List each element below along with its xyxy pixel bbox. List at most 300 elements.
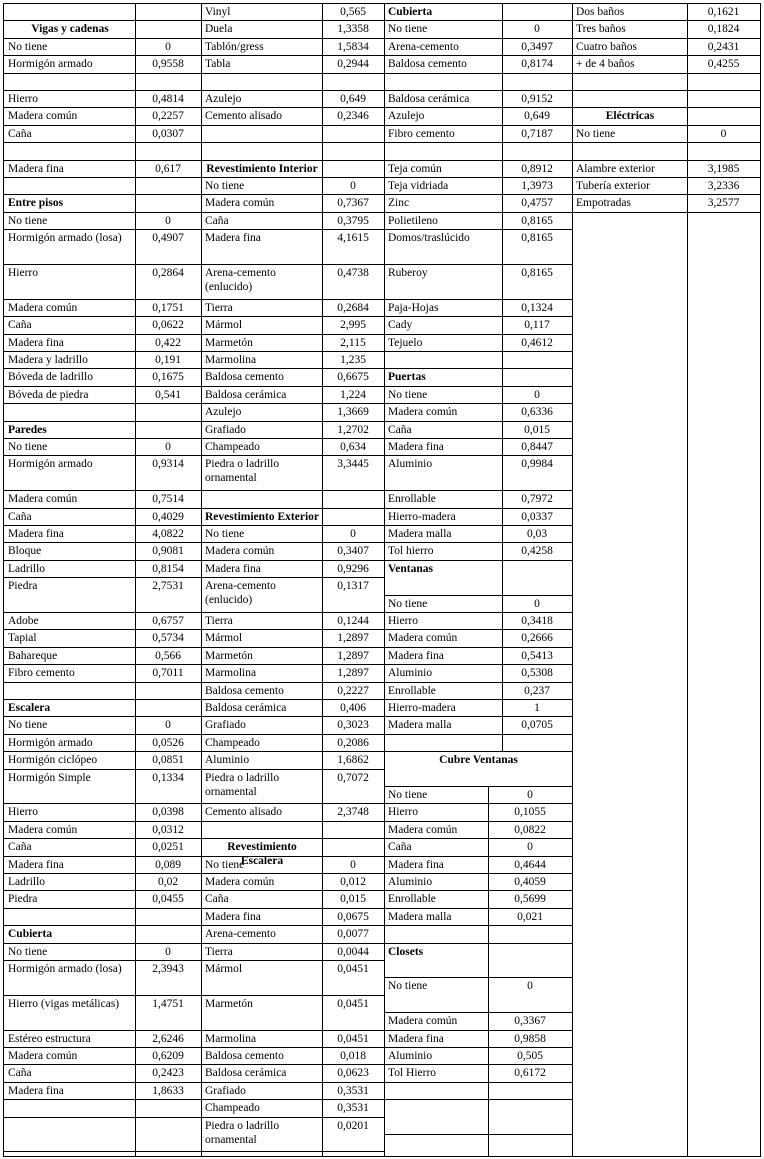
- item-value: 0,0251: [135, 839, 201, 856]
- item-value: 0,2864: [135, 265, 201, 300]
- item-value: 0,0312: [135, 822, 201, 839]
- item-label: Madera fina: [384, 648, 502, 665]
- item-value: 0,3407: [322, 543, 384, 560]
- section-header: Revestimiento Exterior: [201, 509, 322, 526]
- item-label: Cemento alisado: [201, 804, 322, 821]
- item-label: Hierro-madera: [384, 700, 502, 717]
- item-value: 2,7531: [135, 578, 201, 613]
- item-label: Baldosa cemento: [201, 369, 322, 386]
- item-label: [4, 404, 135, 421]
- item-label: Champeado: [201, 1100, 322, 1117]
- item-value: [488, 944, 572, 979]
- item-label: No tiene: [201, 178, 322, 195]
- item-label: No tiene: [201, 526, 322, 543]
- item-label: Arena-cemento (enlucido): [201, 265, 322, 300]
- item-value: [135, 926, 201, 943]
- item-label: [572, 91, 687, 108]
- item-value: 0: [488, 978, 572, 1013]
- item-value: 0: [488, 787, 572, 804]
- item-value: 0,6757: [135, 613, 201, 630]
- item-label: Tres baños: [572, 21, 687, 38]
- item-value: 0,6675: [322, 369, 384, 386]
- item-label: [4, 178, 135, 195]
- item-value: 0,565: [322, 4, 384, 21]
- item-label: Estéreo estructura: [4, 1031, 135, 1048]
- item-label: [384, 74, 502, 91]
- item-label: Baldosa cemento: [384, 56, 502, 73]
- item-label: Madera fina: [201, 561, 322, 578]
- item-value: 0,1055: [488, 804, 572, 821]
- item-label: Bóveda de piedra: [4, 387, 135, 404]
- item-value: 0,7972: [502, 491, 572, 508]
- item-value: 0,7072: [322, 770, 384, 805]
- item-label: Aluminio: [384, 456, 502, 491]
- item-value: [322, 126, 384, 143]
- item-label: Ruberoy: [384, 265, 502, 300]
- item-value: 0,9858: [488, 1031, 572, 1048]
- item-value: 0,1317: [322, 578, 384, 613]
- item-value: [135, 74, 201, 91]
- item-label: Caña: [201, 891, 322, 908]
- item-label: Hierro: [4, 804, 135, 821]
- item-value: 1,2897: [322, 665, 384, 682]
- item-label: Duela: [201, 21, 322, 38]
- item-value: [322, 822, 384, 839]
- item-value: 0,7011: [135, 665, 201, 682]
- section-header: Revestimiento Interior: [201, 161, 322, 178]
- item-label: Madera fina: [201, 230, 322, 265]
- item-label: Arena-cemento: [384, 39, 502, 56]
- item-value: 3,2577: [687, 195, 760, 212]
- item-value: 0,8165: [502, 213, 572, 230]
- item-label: No tiene: [4, 39, 135, 56]
- item-value: 3,1985: [687, 161, 760, 178]
- item-value: [135, 195, 201, 212]
- item-label: Tablón/gress: [201, 39, 322, 56]
- item-label: Piedra: [4, 578, 135, 613]
- item-value: 0,0398: [135, 804, 201, 821]
- item-label: Hormigón armado: [4, 735, 135, 752]
- item-label: Fibro cemento: [384, 126, 502, 143]
- item-label: Zinc: [384, 195, 502, 212]
- item-value: 1,3973: [502, 178, 572, 195]
- item-value: 0,5413: [502, 648, 572, 665]
- item-label: [384, 1083, 488, 1100]
- item-label: Madera común: [384, 1013, 488, 1030]
- item-label: Mármol: [201, 961, 322, 996]
- item-label: No tiene: [384, 387, 502, 404]
- item-value: 0: [135, 439, 201, 456]
- item-value: 0,0526: [135, 735, 201, 752]
- item-value: 0,0851: [135, 752, 201, 769]
- item-value: 0,8912: [502, 161, 572, 178]
- item-value: 0,422: [135, 335, 201, 352]
- item-value: 0,3795: [322, 213, 384, 230]
- item-value: 0,4757: [502, 195, 572, 212]
- item-value: [135, 4, 201, 21]
- item-label: Madera fina: [4, 161, 135, 178]
- item-label: Caña: [384, 422, 502, 439]
- item-value: [135, 683, 201, 700]
- item-value: [322, 143, 384, 160]
- item-label: Baldosa cerámica: [384, 91, 502, 108]
- item-value: 0: [135, 39, 201, 56]
- item-label: Azulejo: [384, 108, 502, 125]
- item-label: [201, 822, 322, 839]
- item-value: 0,0307: [135, 126, 201, 143]
- item-label: No tiene: [4, 439, 135, 456]
- item-label: + de 4 baños: [572, 56, 687, 73]
- item-value: 0,634: [322, 439, 384, 456]
- item-value: 0,4907: [135, 230, 201, 265]
- item-label: Caña: [201, 213, 322, 230]
- item-value: 0: [322, 526, 384, 543]
- item-value: 2,3943: [135, 961, 201, 996]
- item-value: 1,224: [322, 387, 384, 404]
- item-value: 0,2423: [135, 1065, 201, 1082]
- item-label: Enrollable: [384, 491, 502, 508]
- item-label: Madera común: [384, 630, 502, 647]
- item-label: Marmolina: [201, 665, 322, 682]
- item-value: 0,541: [135, 387, 201, 404]
- item-value: [135, 178, 201, 195]
- item-value: 0: [502, 596, 572, 613]
- item-value: 0,7514: [135, 491, 201, 508]
- item-label: Enrollable: [384, 891, 488, 908]
- item-value: 0,0455: [135, 891, 201, 908]
- item-label: Empotradas: [572, 195, 687, 212]
- item-label: [384, 926, 488, 943]
- item-label: Baldosa cerámica: [201, 387, 322, 404]
- item-value: [502, 369, 572, 386]
- item-value: 4,0822: [135, 526, 201, 543]
- item-label: [572, 143, 687, 160]
- item-label: Fibro cemento: [4, 665, 135, 682]
- item-label: No tiene: [4, 944, 135, 961]
- item-label: Madera fina: [201, 909, 322, 926]
- section-header: Vigas y cadenas: [4, 21, 135, 38]
- item-label: Madera común: [4, 822, 135, 839]
- item-value: 0,012: [322, 874, 384, 891]
- item-label: Hierro: [384, 804, 488, 821]
- item-label: Mármol: [201, 630, 322, 647]
- item-value: 0,2257: [135, 108, 201, 125]
- item-label: Madera común: [4, 491, 135, 508]
- item-value: 0,9152: [502, 91, 572, 108]
- item-label: [572, 74, 687, 91]
- item-value: 0,191: [135, 352, 201, 369]
- item-value: [488, 1083, 572, 1100]
- section-header: Revestimiento Escalera: [201, 839, 322, 856]
- item-label: Tierra: [201, 944, 322, 961]
- item-label: Caña: [4, 509, 135, 526]
- item-label: Piedra: [4, 891, 135, 908]
- data-table: [3, 3, 761, 1157]
- item-value: [502, 735, 572, 752]
- item-label: Piedra o ladrillo ornamental: [201, 770, 322, 805]
- item-label: Tierra: [201, 300, 322, 317]
- item-label: [201, 143, 322, 160]
- item-value: [135, 422, 201, 439]
- item-value: 0,5699: [488, 891, 572, 908]
- item-value: 0,1621: [687, 4, 760, 21]
- item-value: 0,1334: [135, 770, 201, 805]
- item-label: Baldosa cemento: [201, 683, 322, 700]
- item-value: [502, 352, 572, 369]
- item-value: 0,4258: [502, 543, 572, 560]
- item-value: 1,3669: [322, 404, 384, 421]
- section-header: Cubre Ventanas: [384, 752, 572, 787]
- item-label: Madera común: [201, 195, 322, 212]
- item-value: 0,015: [502, 422, 572, 439]
- item-value: 0,8174: [502, 56, 572, 73]
- item-value: [135, 143, 201, 160]
- item-label: Tierra: [201, 613, 322, 630]
- item-label: Grafiado: [201, 717, 322, 734]
- item-label: No tiene: [384, 596, 502, 613]
- item-value: 0,1244: [322, 613, 384, 630]
- item-value: 0: [502, 387, 572, 404]
- item-label: Madera común: [201, 874, 322, 891]
- item-label: Hormigón armado (losa): [4, 961, 135, 996]
- item-label: Polietileno: [384, 213, 502, 230]
- item-value: [687, 91, 760, 108]
- item-value: 1,6862: [322, 752, 384, 769]
- item-label: No tiene: [384, 787, 488, 804]
- item-value: 2,3748: [322, 804, 384, 821]
- item-value: 1,8633: [135, 1083, 201, 1100]
- item-label: [384, 1100, 488, 1135]
- item-value: 0,6172: [488, 1065, 572, 1082]
- item-label: Aluminio: [201, 752, 322, 769]
- item-value: 0,6209: [135, 1048, 201, 1065]
- item-value: [488, 926, 572, 943]
- item-value: 0: [135, 213, 201, 230]
- item-value: 0,4029: [135, 509, 201, 526]
- item-value: 1,2897: [322, 630, 384, 647]
- item-value: 0,018: [322, 1048, 384, 1065]
- item-value: [135, 909, 201, 926]
- item-label: [4, 1118, 135, 1153]
- section-header: Escalera: [4, 700, 135, 717]
- item-label: Marmetón: [201, 996, 322, 1031]
- item-label: Bóveda de ladrillo: [4, 369, 135, 386]
- item-label: [384, 143, 502, 160]
- item-value: 3,2336: [687, 178, 760, 195]
- item-label: Azulejo: [201, 404, 322, 421]
- section-header: Entre pisos: [4, 195, 135, 212]
- item-label: Alambre exterior: [572, 161, 687, 178]
- item-value: 2,6246: [135, 1031, 201, 1048]
- item-label: Madera fina: [384, 1031, 488, 1048]
- item-value: 1,2702: [322, 422, 384, 439]
- item-label: Aluminio: [384, 665, 502, 682]
- item-label: Madera común: [384, 822, 488, 839]
- item-label: Madera malla: [384, 526, 502, 543]
- item-label: Caña: [384, 839, 488, 856]
- item-label: Enrollable: [384, 683, 502, 700]
- item-label: No tiene: [384, 21, 502, 38]
- item-label: [384, 352, 502, 369]
- item-label: Hierro: [384, 613, 502, 630]
- item-value: 1,235: [322, 352, 384, 369]
- item-value: 0,4814: [135, 91, 201, 108]
- item-label: Madera fina: [4, 1083, 135, 1100]
- item-value: 0,9558: [135, 56, 201, 73]
- item-value: 0,2944: [322, 56, 384, 73]
- item-value: [502, 143, 572, 160]
- item-value: 0,02: [135, 874, 201, 891]
- item-label: Champeado: [201, 735, 322, 752]
- section-header: Eléctricas: [572, 108, 687, 125]
- item-value: 0,1675: [135, 369, 201, 386]
- item-label: Aluminio: [384, 1048, 488, 1065]
- item-value: 0,0201: [322, 1118, 384, 1153]
- item-label: Hormigón armado (losa): [4, 230, 135, 265]
- item-value: 4,1615: [322, 230, 384, 265]
- item-label: No tiene: [384, 978, 488, 1013]
- item-label: Hormigón armado: [4, 56, 135, 73]
- item-value: [502, 561, 572, 596]
- item-label: Hormigón Simple: [4, 770, 135, 805]
- item-value: [322, 509, 384, 526]
- item-value: 1,3358: [322, 21, 384, 38]
- item-value: 0,2227: [322, 683, 384, 700]
- item-value: 0,3531: [322, 1083, 384, 1100]
- item-value: 0,0622: [135, 317, 201, 334]
- item-label: No tiene: [4, 717, 135, 734]
- item-value: 0,021: [488, 909, 572, 926]
- section-header: Cubierta: [384, 4, 502, 21]
- item-label: Caña: [4, 1065, 135, 1082]
- item-value: 0,8447: [502, 439, 572, 456]
- item-value: [322, 491, 384, 508]
- item-value: 0: [322, 857, 384, 874]
- item-value: 0,9296: [322, 561, 384, 578]
- item-value: [322, 161, 384, 178]
- item-value: 0,566: [135, 648, 201, 665]
- item-label: Cuatro baños: [572, 39, 687, 56]
- item-value: 0: [488, 839, 572, 856]
- item-label: Marmolina: [201, 352, 322, 369]
- item-value: [135, 1100, 201, 1117]
- item-label: Bloque: [4, 543, 135, 560]
- item-value: 0,4738: [322, 265, 384, 300]
- section-header: Puertas: [384, 369, 502, 386]
- item-value: 0,2684: [322, 300, 384, 317]
- item-label: Caña: [4, 839, 135, 856]
- item-value: 0,0077: [322, 926, 384, 943]
- item-label: Piedra o ladrillo ornamental: [201, 1118, 322, 1153]
- item-value: 0,2086: [322, 735, 384, 752]
- item-value: 0,3531: [322, 1100, 384, 1117]
- item-label: Grafiado: [201, 1083, 322, 1100]
- item-label: Tubería exterior: [572, 178, 687, 195]
- item-label: Madera fina: [384, 439, 502, 456]
- item-value: 1: [502, 700, 572, 717]
- item-label: Cady: [384, 317, 502, 334]
- item-label: Madera común: [4, 300, 135, 317]
- item-value: 0,237: [502, 683, 572, 700]
- item-value: 0,4612: [502, 335, 572, 352]
- item-value: 0,9984: [502, 456, 572, 491]
- item-label: Caña: [4, 126, 135, 143]
- item-value: 0,0623: [322, 1065, 384, 1082]
- item-value: 0,0675: [322, 909, 384, 926]
- item-value: 0: [502, 21, 572, 38]
- item-value: 0,0451: [322, 996, 384, 1031]
- item-label: Baldosa cerámica: [201, 700, 322, 717]
- item-label: Tabla: [201, 56, 322, 73]
- item-label: Hormigón armado: [4, 456, 135, 491]
- item-value: 0,5308: [502, 665, 572, 682]
- item-label: Tapial: [4, 630, 135, 647]
- item-value: 0,8154: [135, 561, 201, 578]
- item-label: Baldosa cemento: [201, 1048, 322, 1065]
- item-value: 0,117: [502, 317, 572, 334]
- item-value: 1,5834: [322, 39, 384, 56]
- section-header: Ventanas: [384, 561, 502, 596]
- item-label: Madera y ladrillo: [4, 352, 135, 369]
- item-value: 0,1751: [135, 300, 201, 317]
- item-value: 0,2666: [502, 630, 572, 647]
- item-label: Baldosa cerámica: [201, 1065, 322, 1082]
- item-value: [488, 1100, 572, 1135]
- item-label: [4, 909, 135, 926]
- section-header: Cubierta: [4, 926, 135, 943]
- item-value: 0,3497: [502, 39, 572, 56]
- item-value: 0,649: [322, 91, 384, 108]
- item-label: Ladrillo: [4, 561, 135, 578]
- item-label: [201, 491, 322, 508]
- item-label: Champeado: [201, 439, 322, 456]
- item-label: Ladrillo: [4, 874, 135, 891]
- item-label: Azulejo: [201, 91, 322, 108]
- item-value: 1,4751: [135, 996, 201, 1031]
- item-label: [201, 126, 322, 143]
- item-value: 0,2431: [687, 39, 760, 56]
- item-label: Grafiado: [201, 422, 322, 439]
- item-label: Madera malla: [384, 909, 488, 926]
- item-label: Tol Hierro: [384, 1065, 488, 1082]
- item-value: 0: [322, 178, 384, 195]
- item-value: 0: [135, 717, 201, 734]
- item-value: 0,617: [135, 161, 201, 178]
- item-value: 0,0044: [322, 944, 384, 961]
- item-value: 0,3023: [322, 717, 384, 734]
- item-label: Domos/traslúcido: [384, 230, 502, 265]
- item-value: [687, 74, 760, 91]
- item-value: 0,0822: [488, 822, 572, 839]
- item-value: [502, 4, 572, 21]
- item-label: Marmolina: [201, 1031, 322, 1048]
- item-label: Marmetón: [201, 648, 322, 665]
- item-value: 0,4644: [488, 857, 572, 874]
- item-value: 0: [135, 944, 201, 961]
- item-label: [4, 683, 135, 700]
- item-label: Bahareque: [4, 648, 135, 665]
- item-label: Dos baños: [572, 4, 687, 21]
- item-value: 0,7367: [322, 195, 384, 212]
- item-label: Hierro (vigas metálicas): [4, 996, 135, 1031]
- item-label: Mármol: [201, 317, 322, 334]
- item-value: 0,015: [322, 891, 384, 908]
- item-label: Madera fina: [384, 857, 488, 874]
- item-label: Teja vidriada: [384, 178, 502, 195]
- item-value: 0,505: [488, 1048, 572, 1065]
- item-label: Cemento alisado: [201, 108, 322, 125]
- item-value: [135, 700, 201, 717]
